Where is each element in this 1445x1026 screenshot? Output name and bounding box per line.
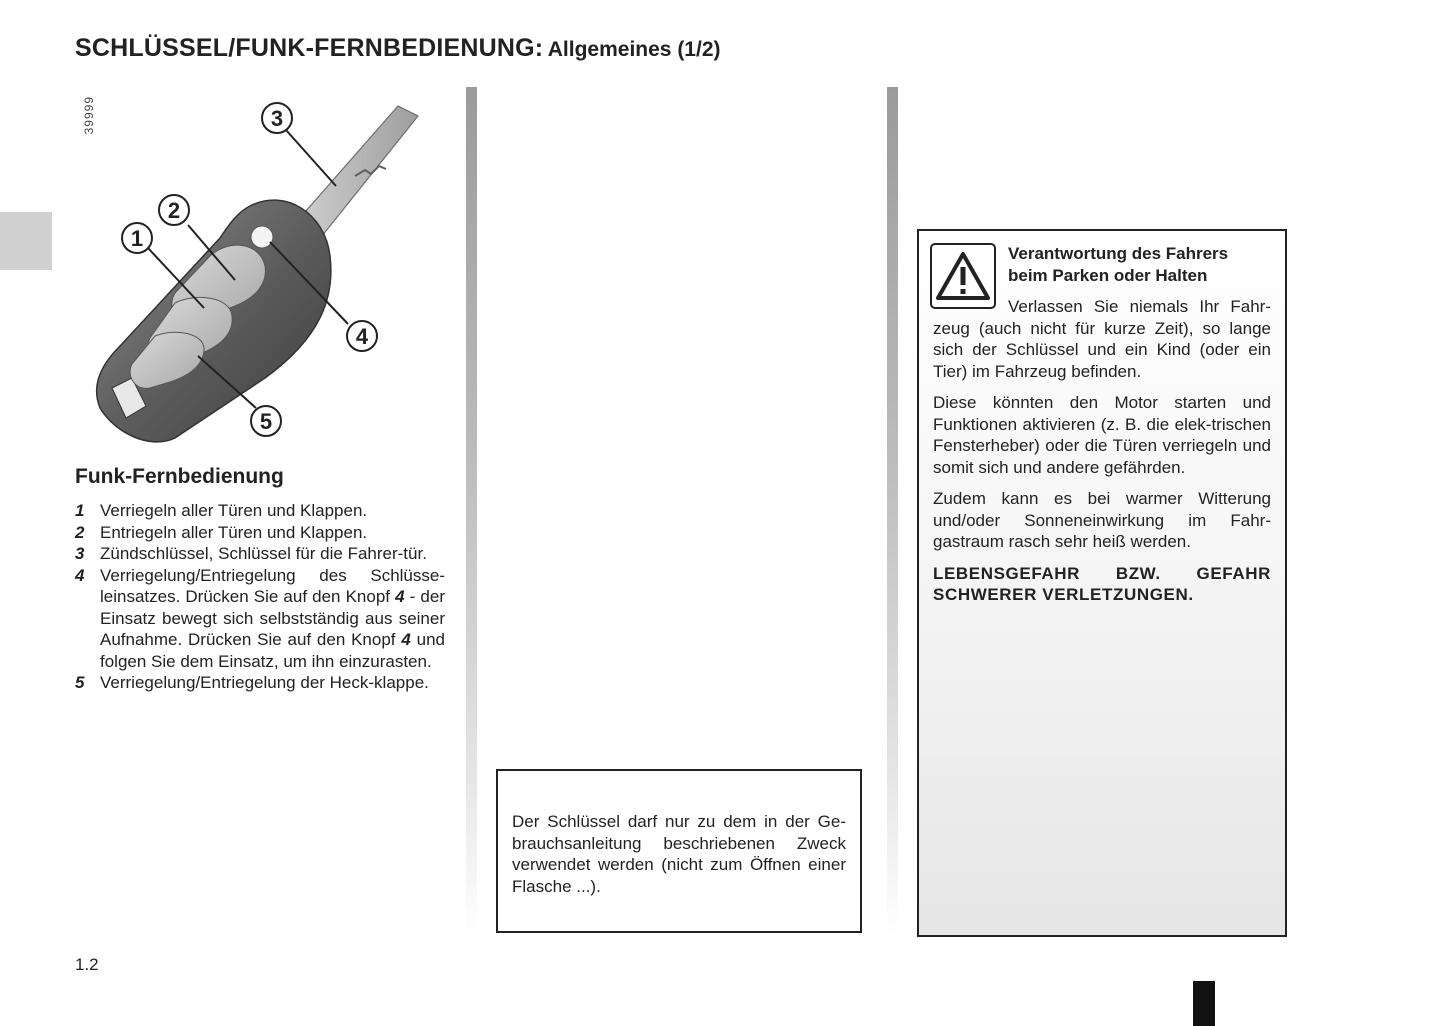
warning-box xyxy=(917,229,1287,937)
chapter-tab xyxy=(0,212,52,270)
legend-item xyxy=(75,565,445,673)
legend-number: 2 xyxy=(75,522,85,542)
button-ref: 4 xyxy=(401,630,411,649)
svg-text:3: 3 xyxy=(270,106,284,131)
figure-id: 39999 xyxy=(82,96,96,135)
page-title xyxy=(75,34,721,63)
legend-item xyxy=(75,500,445,522)
warning-paragraph: Zudem kann es bei warmer Witterung und/oder Sonneneinwirkung im Fahr-gastraum rasch sehr heiß werden. xyxy=(933,489,1271,551)
warning-danger-text: LEBENSGEFAHR BZW. GEFAHR SCHWERER VERLETZUNGEN. xyxy=(933,563,1271,604)
title-main: SCHLÜSSEL/FUNK-FERNBEDIENUNG: xyxy=(75,34,544,62)
callout-2 xyxy=(159,195,189,225)
legend-number: 5 xyxy=(75,673,85,692)
button-ref: 4 xyxy=(395,587,405,606)
legend-text: Zündschlüssel, Schlüssel für die Fahrer-tür. xyxy=(100,544,427,563)
legend-item xyxy=(75,543,445,565)
legend-text: Entriegeln aller Türen und Klappen. xyxy=(100,522,368,542)
note-box xyxy=(496,769,862,933)
warning-triangle-icon xyxy=(930,243,996,309)
title-sub: Allgemeines (1/2) xyxy=(547,38,721,61)
column-divider-right xyxy=(887,87,898,935)
key-blade xyxy=(298,106,418,236)
callout-1 xyxy=(122,223,152,253)
callout-3 xyxy=(262,103,292,133)
warning-title: Verantwortung des Fahrers beim Parken oder Halten xyxy=(1008,244,1229,285)
svg-text:2: 2 xyxy=(167,198,181,223)
svg-text:4: 4 xyxy=(355,324,369,349)
legend-text: Verriegelung/Entriegelung der Heck-klappe. xyxy=(100,673,429,692)
legend-text: Verriegeln aller Türen und Klappen. xyxy=(100,501,368,520)
legend-item xyxy=(75,672,445,694)
column-divider-left xyxy=(466,87,477,935)
page-marker xyxy=(1193,981,1215,1026)
page-number: 1.2 xyxy=(75,955,99,974)
legend-list xyxy=(75,500,445,694)
section-heading: Funk-Fernbedienung xyxy=(75,465,284,488)
warning-paragraph: Diese könnten den Motor starten und Funktionen aktivieren (z. B. die elek-trischen Fensterheber) oder die Türen verriegeln und somit sich und andere gefährden. xyxy=(933,393,1271,477)
legend-number: 3 xyxy=(75,544,85,563)
svg-text:5: 5 xyxy=(259,409,273,434)
legend-text: Verriegelung/Entriegelung des Schlüsse-leinsatzes. Drücken Sie auf den Knopf 4 - der Einsatz bewegt sich selbstständig aus seiner Aufnahme. Drücken Sie auf den Knopf 4 und folgen Sie dem Einsatz, um ihn einzurasten. xyxy=(100,565,445,671)
svg-text:1: 1 xyxy=(130,226,144,251)
callout-5 xyxy=(251,406,281,436)
warning-paragraph: Verlassen Sie niemals Ihr Fahr-zeug (auch nicht für kurze Zeit), so lange sich der Schlüssel und ein Kind (oder ein Tier) im Fahrzeug befinden. xyxy=(933,297,1271,381)
legend-item xyxy=(75,522,445,544)
legend-number: 1 xyxy=(75,501,85,520)
key-figure xyxy=(80,88,450,448)
callout-4 xyxy=(347,321,377,351)
note-text: Der Schlüssel darf nur zu dem in der Ge-brauchsanleitung beschriebenen Zweck verwendet werden (nicht zum Öffnen einer Flasche ...). xyxy=(512,812,846,896)
legend-number: 4 xyxy=(75,565,85,585)
